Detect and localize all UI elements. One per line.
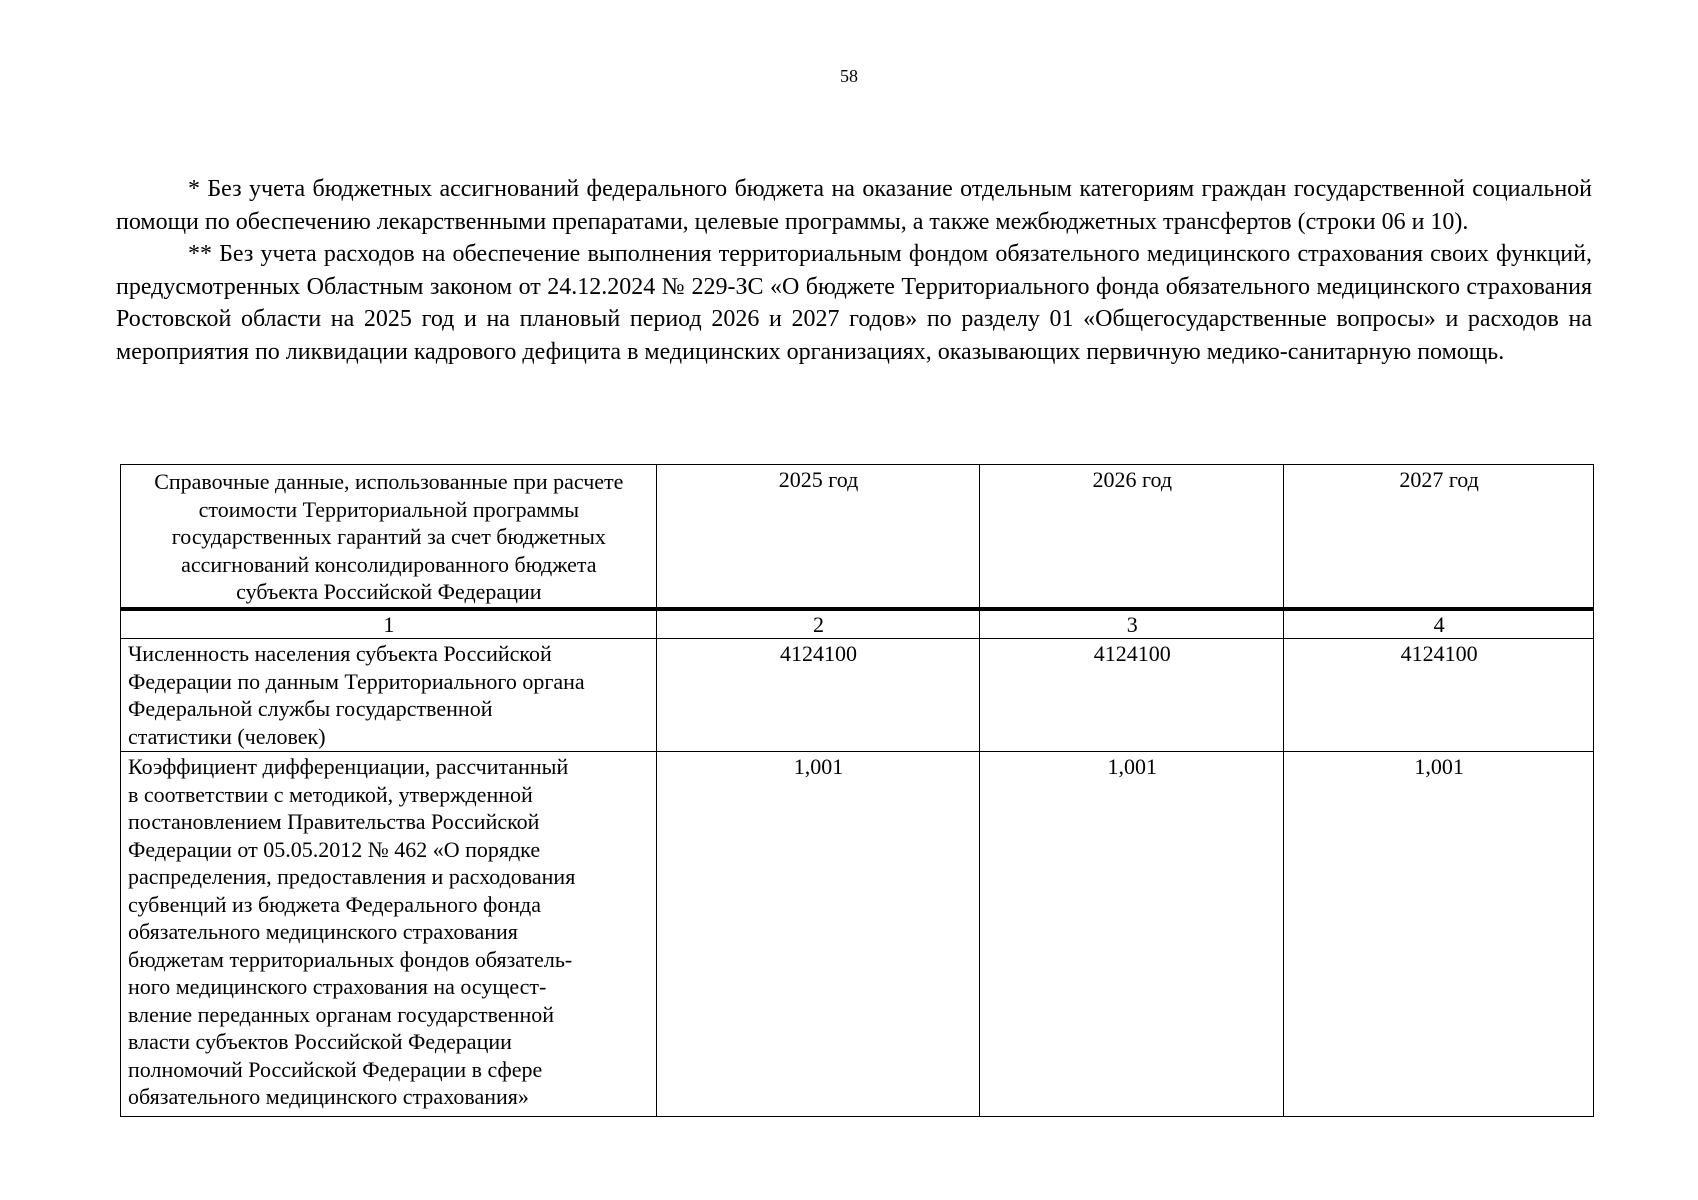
footnote-double-asterisk: ** Без учета расходов на обеспечение выполнения территориальным фондом обязательного медицинского страхования своих функций, предусмотренных Областным законом от 24.12.2024 № 229-ЗС «О бюджете Территориального фонда обязательного медицинского страхования Ростовской области на 2025 год и на плановый период 2026 и 2027 годов» по разделу 01 «Общегосударственные вопросы» и расходов на мероприятия по ликвидации кадрового дефицита в медицинских организациях, оказывающих первичную медико-санитарную помощь. — [116, 241, 1592, 365]
row-value-2027: 4124100 — [1284, 639, 1594, 752]
column-number-row — [121, 609, 1594, 639]
row-value-2025: 4124100 — [656, 639, 980, 752]
column-number-cell: 3 — [980, 609, 1284, 639]
reference-data-table — [120, 464, 1594, 1117]
row-value-2025: 1,001 — [656, 752, 980, 1117]
header-year-2025: 2025 год — [656, 465, 980, 609]
row-label: Коэффициент дифференциации, рассчитанный в соответствии с методикой, утвержденной постановлением Правительства Российской Федерации от 05.05.2012 № 462 «О порядке распределения, предоставления и расходования субвенций из бюджета Федерального фонда обязательного медицинского страхования бюджетам территориальных фондов обязатель- ного медицинского страхования на осущест- вление переданных органам государственной власти субъектов Российской Федерации полномочий Российской Федерации в сфере обязательного медицинского страхования» — [121, 752, 657, 1117]
table-row-differentiation-coefficient — [121, 752, 1594, 1117]
footnotes — [116, 173, 1592, 368]
header-label-cell: Справочные данные, использованные при расчете стоимости Территориальной программы государственных гарантий за счет бюджетных ассигнований консолидированного бюджета субъекта Российской Федерации — [121, 465, 657, 609]
table-header-row — [121, 465, 1594, 609]
row-label: Численность населения субъекта Российской Федерации по данным Территориального органа Федеральной службы государственной статистики (человек) — [121, 639, 657, 752]
header-year-2027: 2027 год — [1284, 465, 1594, 609]
footnote-single-asterisk: * Без учета бюджетных ассигнований федерального бюджета на оказание отдельным категориям граждан государственной социальной помощи по обеспечению лекарственными препаратами, целевые программы, а также межбюджетных трансфертов (строки 06 и 10). — [116, 176, 1592, 235]
column-number-cell: 4 — [1284, 609, 1594, 639]
column-number-cell: 1 — [121, 609, 657, 639]
row-value-2026: 4124100 — [980, 639, 1284, 752]
row-value-2027: 1,001 — [1284, 752, 1594, 1117]
table-row-population — [121, 639, 1594, 752]
row-value-2026: 1,001 — [980, 752, 1284, 1117]
page-number: 58 — [840, 66, 858, 86]
column-number-cell: 2 — [656, 609, 980, 639]
header-year-2026: 2026 год — [980, 465, 1284, 609]
